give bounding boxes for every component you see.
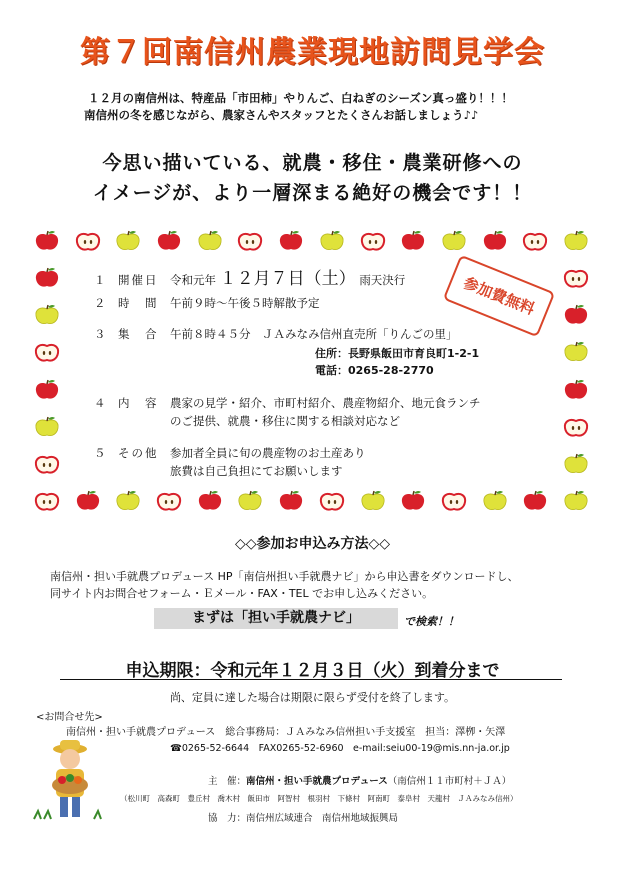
apple-icon <box>34 379 60 401</box>
apple-icon <box>441 230 467 252</box>
detail-other-label: その他 <box>118 446 159 460</box>
apple-icon <box>563 490 589 512</box>
apple-icon <box>34 304 60 326</box>
contact-office: 南信州・担い手就農プロデュース 総合事務局：ＪＡみなみ信州担い手支援室 担当：澤栁・矢澤 <box>66 727 506 738</box>
apple-icon <box>34 453 60 475</box>
lead-text <box>0 148 625 208</box>
deadline-note: 尚、定員に達した場合は期限に限らず受付を終了します。 <box>169 691 456 704</box>
free-participation-stamp: 参加費無料 <box>443 255 556 338</box>
detail-time-value: 午前９時～午後５時解散予定 <box>170 296 320 310</box>
detail-content-num: ４ <box>94 396 106 410</box>
intro-line-1: １２月の南信州は、特産品「市田柿」やりんご、白ねぎのシーズン真っ盛り！！！ <box>88 91 513 105</box>
detail-content-label: 内 容 <box>118 396 159 410</box>
apple-icon <box>278 230 304 252</box>
contact-heading: <お問合せ先> <box>36 712 103 723</box>
apple-icon <box>34 416 60 438</box>
detail-other <box>94 444 366 480</box>
detail-date-label: 開催日 <box>118 273 159 287</box>
organizer-host-paren: （南信州１１市町村＋ＪＡ） <box>387 776 512 787</box>
apple-icon <box>563 379 589 401</box>
apple-icon <box>278 490 304 512</box>
detail-time-label: 時 間 <box>118 296 159 310</box>
apply-heading: ◇◇参加お申込み方法◇◇ <box>234 536 391 552</box>
detail-meet-tel: 電話：0265-28-2770 <box>315 364 434 377</box>
apply-line-1: 南信州・担い手就農プロデュース HP「南信州担い手就農ナビ」から申込書をダウンロードし、 <box>50 570 519 583</box>
detail-time <box>94 295 320 311</box>
apple-icon <box>563 341 589 363</box>
apple-icon <box>482 230 508 252</box>
organizer-coop-name: 南信州広域連合 南信州地域振興局 <box>246 813 399 824</box>
farmer-illustration-icon <box>30 735 110 825</box>
detail-meet-label: 集 合 <box>118 327 159 341</box>
detail-date-num: １ <box>94 273 106 287</box>
detail-date-suffix: 雨天決行 <box>359 273 406 287</box>
detail-date-value: １２月７日（土） <box>219 269 356 289</box>
detail-time-num: ２ <box>94 296 106 310</box>
detail-date <box>94 264 405 289</box>
organizer-host-name: 南信州・担い手就農プロデュース <box>246 776 388 787</box>
search-suffix: で検索！！ <box>404 615 459 628</box>
page-title: 第７回南信州農業現地訪問見学会 <box>80 35 545 70</box>
detail-other-line2: 旅費は自己負担にてお願いします <box>170 464 343 478</box>
apple-icon <box>522 230 548 252</box>
intro-line-2: 南信州の冬を感じながら、農家さんやスタッフとたくさんお話しましょう♪♪ <box>84 108 479 122</box>
apple-icon <box>563 230 589 252</box>
apple-icon <box>319 490 345 512</box>
intro-text <box>84 90 513 124</box>
apple-icon <box>237 490 263 512</box>
lead-line-1: 今思い描いている、就農・移住・農業研修への <box>102 152 523 174</box>
detail-meet-address: 住所：長野県飯田市育良町1-2-1 <box>315 347 480 360</box>
apple-icon <box>563 267 589 289</box>
apple-icon <box>237 230 263 252</box>
apple-icon <box>400 490 426 512</box>
organizer-host <box>208 773 511 787</box>
detail-meet-value: 午前８時４５分 ＪＡみなみ信州直売所「りんごの里」 <box>170 327 458 341</box>
apply-line-2: 同サイト内お問合せフォーム・Ｅメール・FAX・TEL でお申し込みください。 <box>50 587 434 600</box>
apple-icon <box>115 230 141 252</box>
organizer-members: （松川町 高森町 豊丘村 喬木村 飯田市 阿智村 根羽村 下條村 阿南町 泰阜村 天龍村 ＪＡみなみ信州） <box>120 794 518 803</box>
apply-body <box>50 568 519 602</box>
lead-line-2: イメージが、より一層深まる絶好の機会です！！ <box>92 182 533 204</box>
apple-icon <box>34 230 60 252</box>
detail-content <box>94 394 481 430</box>
apple-icon <box>319 230 345 252</box>
deadline-text: 申込期限：令和元年１２月３日（火）到着分まで <box>125 661 500 681</box>
apple-icon <box>156 230 182 252</box>
organizer-host-label: 主 催： <box>208 776 247 787</box>
apple-icon <box>441 490 467 512</box>
apple-icon <box>563 416 589 438</box>
organizer-coop <box>208 810 398 824</box>
apple-icon <box>360 490 386 512</box>
apple-icon <box>34 267 60 289</box>
detail-date-prefix: 令和元年 <box>170 273 216 287</box>
apple-icon <box>400 230 426 252</box>
detail-meet <box>94 326 458 342</box>
apple-icon <box>482 490 508 512</box>
detail-content-line2: のご提供、就農・移住に関する相談対応など <box>170 414 400 428</box>
apple-icon <box>522 490 548 512</box>
organizer-coop-label: 協 力： <box>208 813 247 824</box>
apple-icon <box>75 230 101 252</box>
apple-icon <box>563 453 589 475</box>
apple-icon <box>34 490 60 512</box>
contact-phone-email: ☎0265-52-6644 FAX0265-52-6960 e-mail:seiu00-19@mis.nn-ja.or.jp <box>170 743 510 754</box>
apple-icon <box>563 304 589 326</box>
apple-icon <box>197 230 223 252</box>
apple-icon <box>115 490 141 512</box>
deadline-underline <box>60 679 562 680</box>
apple-icon <box>34 341 60 363</box>
detail-other-line1: 参加者全員に旬の農産物のお土産あり <box>170 446 366 460</box>
detail-other-num: ５ <box>94 446 106 460</box>
apple-icon <box>75 490 101 512</box>
detail-meet-num: ３ <box>94 327 106 341</box>
apple-icon <box>360 230 386 252</box>
detail-content-line1: 農家の見学・紹介、市町村紹介、農産物紹介、地元食ランチ <box>170 396 481 410</box>
apple-icon <box>156 490 182 512</box>
search-keyword-box: まずは「担い手就農ナビ」 <box>154 608 398 629</box>
apple-icon <box>197 490 223 512</box>
